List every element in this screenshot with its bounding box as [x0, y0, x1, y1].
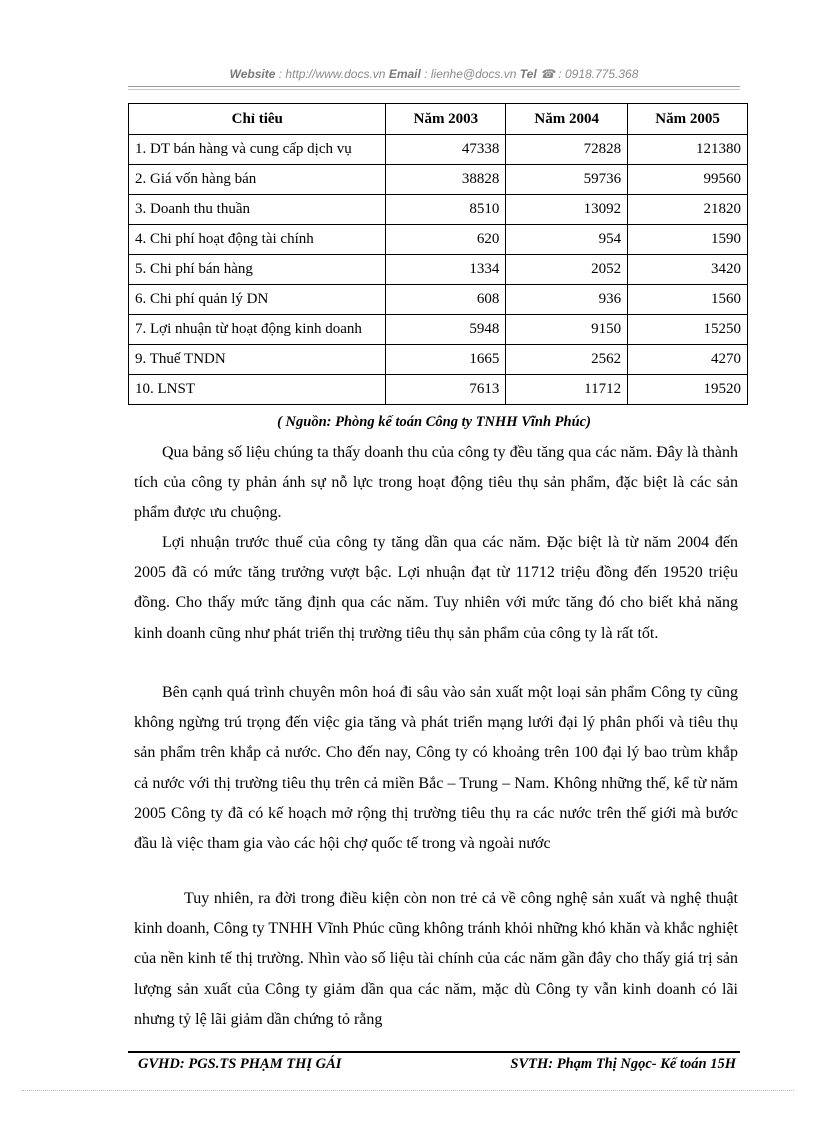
cell-value: 11712: [506, 375, 628, 405]
cell-value: 19520: [628, 375, 748, 405]
table-row: [129, 375, 748, 405]
cell-value: 1665: [386, 345, 506, 375]
cell-value: 4270: [628, 345, 748, 375]
cell-value: 620: [386, 225, 506, 255]
row-label: 4. Chi phí hoạt động tài chính: [129, 225, 386, 255]
cell-value: 1590: [628, 225, 748, 255]
page-bottom-border: [22, 1090, 794, 1091]
cell-value: 3420: [628, 255, 748, 285]
row-label: 5. Chi phí bán hàng: [129, 255, 386, 285]
row-label: 1. DT bán hàng và cung cấp dịch vụ: [129, 135, 386, 165]
cell-value: 72828: [506, 135, 628, 165]
table-source-caption: ( Nguồn: Phòng kế toán Công ty TNHH Vĩnh Phúc): [277, 414, 591, 430]
cell-value: 1560: [628, 285, 748, 315]
table-row: [129, 315, 748, 345]
header-divider-secondary: [128, 89, 740, 90]
tel-label: Tel: [519, 67, 537, 81]
column-header: Chỉ tiêu: [129, 104, 386, 135]
tel-value: ☎ : 0918.775.368: [540, 67, 639, 81]
column-header: Năm 2003: [386, 104, 506, 135]
email-value: : lienhe@docs.vn: [424, 67, 517, 81]
header-divider: [128, 86, 740, 87]
cell-value: 99560: [628, 165, 748, 195]
row-label: 3. Doanh thu thuần: [129, 195, 386, 225]
email-label: Email: [388, 67, 421, 81]
table-row: [129, 225, 748, 255]
cell-value: 1334: [386, 255, 506, 285]
cell-value: 121380: [628, 135, 748, 165]
table-row: [129, 165, 748, 195]
cell-value: 954: [506, 225, 628, 255]
table-row: [129, 195, 748, 225]
row-label: 10. LNST: [129, 375, 386, 405]
body-paragraph: Bên cạnh quá trình chuyên môn hoá đi sâu vào sản xuất một loại sản phẩm Công ty cũng không ngừng trú trọng đến việc gia tăng và phát triển mạng lưới đại lý phân phối và tiêu thụ sản phẩm trên khắp cả nước. Cho đến nay, Công ty có khoảng trên 100 đại lý bao trùm khắp cả nước với thị trường tiêu thụ trên cả miền Bắc – Trung – Nam. Không những thế, kể từ năm 2005 Công ty đã có kế hoạch mở rộng thị trường tiêu thụ ra các nước trên thế giới mà bước đầu là việc tham gia vào các hội chợ quốc tế trong và ngoài nước: [134, 684, 738, 853]
table-row: [129, 135, 748, 165]
table-row: [129, 345, 748, 375]
footer-divider: [128, 1051, 740, 1053]
cell-value: 2562: [506, 345, 628, 375]
cell-value: 608: [386, 285, 506, 315]
footer-supervisor: GVHD: PGS.TS PHẠM THỊ GÁI: [138, 1056, 342, 1072]
row-label: 6. Chi phí quản lý DN: [129, 285, 386, 315]
financial-table: [128, 103, 748, 405]
cell-value: 8510: [386, 195, 506, 225]
body-paragraph: Tuy nhiên, ra đời trong điều kiện còn non trẻ cả về công nghệ sản xuất và nghệ thuật kinh doanh, Công ty TNHH Vĩnh Phúc cũng không tránh khỏi những khó khăn và khắc nghiệt của nền kinh tế thị trường. Nhìn vào số liệu tài chính của các năm gần đây cho thấy giá trị sản lượng sản xuất của Công ty giảm dần qua các năm, mặc dù Công ty vẫn kinh doanh có lãi nhưng tỷ lệ lãi giảm dần chứng tỏ rằng: [134, 890, 739, 1028]
cell-value: 9150: [506, 315, 628, 345]
footer-student: SVTH: Phạm Thị Ngọc- Kế toán 15H: [510, 1056, 736, 1072]
cell-value: 7613: [386, 375, 506, 405]
cell-value: 2052: [506, 255, 628, 285]
cell-value: 5948: [386, 315, 506, 345]
website-label: Website: [229, 67, 276, 81]
cell-value: 38828: [386, 165, 506, 195]
cell-value: 59736: [506, 165, 628, 195]
body-paragraph: Lợi nhuận trước thuế của công ty tăng dần qua các năm. Đặc biệt là từ năm 2004 đến 2005 đã có mức tăng trưởng vượt bậc. Lợi nhuận đạt từ 11712 triệu đồng đến 19520 triệu đồng. Cho thấy mức tăng định qua các năm. Tuy nhiên với mức tăng đó cho biết khả năng kinh doanh cũng như phát triển thị trường tiêu thụ sản phẩm của công ty là rất tốt.: [134, 534, 738, 642]
table-row: [129, 255, 748, 285]
body-paragraph: Qua bảng số liệu chúng ta thấy doanh thu của công ty đều tăng qua các năm. Đây là thành tích của công ty phản ánh sự nỗ lực trong hoạt động tiêu thụ sản phẩm, đặc biệt là các sản phẩm được ưu chuộng.: [134, 444, 738, 522]
cell-value: 21820: [628, 195, 748, 225]
row-label: 2. Giá vốn hàng bán: [129, 165, 386, 195]
table-row: [129, 285, 748, 315]
cell-value: 13092: [506, 195, 628, 225]
page-header: [128, 67, 740, 81]
column-header: Năm 2005: [628, 104, 748, 135]
cell-value: 15250: [628, 315, 748, 345]
column-header: Năm 2004: [506, 104, 628, 135]
cell-value: 47338: [386, 135, 506, 165]
table-header-row: [129, 104, 748, 135]
row-label: 9. Thuế TNDN: [129, 345, 386, 375]
website-value: : http://www.docs.vn: [278, 67, 386, 81]
row-label: 7. Lợi nhuận từ hoạt động kinh doanh: [129, 315, 386, 345]
cell-value: 936: [506, 285, 628, 315]
